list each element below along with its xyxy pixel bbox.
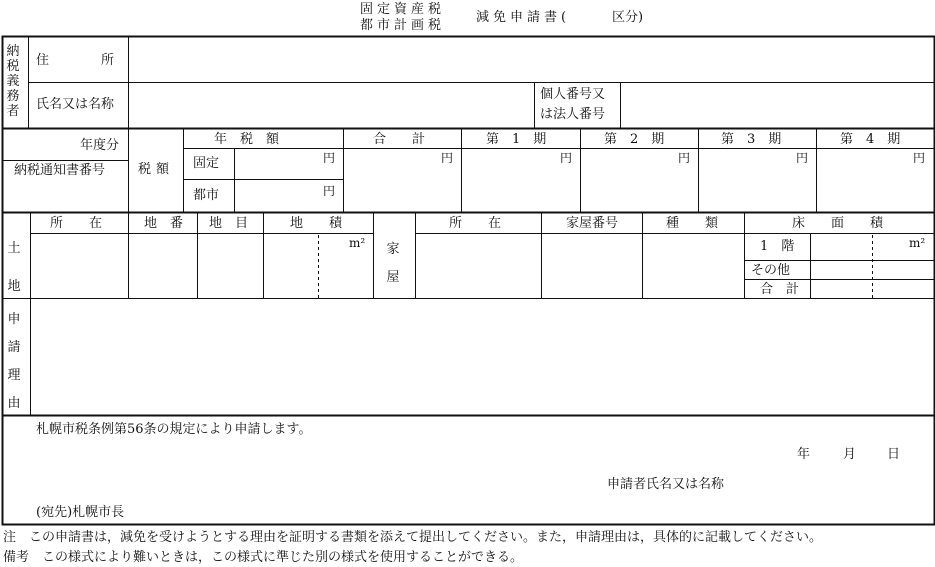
header-period-4: 第 4 期 [840, 132, 901, 147]
yen-period-2: 円 [678, 151, 691, 165]
yen-period-4: 円 [913, 151, 926, 165]
addressee: (宛先)札幌市長 [36, 505, 125, 520]
floor-row-other: その他 [751, 263, 791, 278]
header-period-3: 第 3 期 [721, 132, 782, 147]
header-period-1: 第 1 期 [486, 132, 547, 147]
form-title-suffix: 区分) [612, 10, 644, 25]
tax-name-1: 固定資産税 [360, 2, 446, 17]
form-title: 減免申請書( [476, 10, 571, 25]
land-header-area: 地 積 [290, 216, 343, 231]
date-year: 年 [797, 447, 811, 462]
id-label-line1: 個人番号又 [540, 87, 606, 102]
remark-text: 備考 この様式により難いときは，この様式に準じた別の様式を使用することができる。 [3, 550, 524, 565]
applicant-label: 申請者氏名又は名称 [607, 477, 725, 492]
tax-name-2: 都市計画税 [360, 18, 446, 33]
note-text: 注 この申請書は，減免を受けようとする理由を証明する書類を添えて提出してください。また，申請理由は，具体的に記載してください。 [3, 530, 823, 545]
building-header-floor-area: 床 面 積 [792, 216, 884, 231]
building-header-number: 家屋番号 [566, 216, 619, 231]
date-day: 日 [887, 447, 901, 462]
building-header-type: 種 類 [666, 216, 719, 231]
header-total: 合 計 [373, 132, 426, 147]
building-header-location: 所 在 [449, 216, 502, 231]
name-label: 氏名又は名称 [36, 97, 115, 112]
land-group-label: 土地 [7, 241, 21, 294]
floor-row-total: 合 計 [760, 282, 800, 297]
date-month: 月 [843, 447, 857, 462]
tax-amount-label: 税額 [138, 162, 175, 177]
land-header-lot-number: 地 番 [144, 216, 184, 231]
land-header-land-category: 地 目 [209, 216, 249, 231]
row-fixed-asset: 固定 [193, 156, 220, 171]
yen-annual-city: 円 [323, 184, 336, 198]
floor-area-unit: m² [909, 236, 926, 250]
id-label-line2: は法人番号 [540, 107, 606, 122]
header-annual-tax: 年 税 額 [214, 132, 280, 147]
header-period-2: 第 2 期 [604, 132, 665, 147]
yen-total: 円 [441, 151, 454, 165]
land-area-unit: m² [349, 236, 366, 250]
year-label: 年度分 [80, 138, 120, 153]
building-group-label: 家屋 [386, 242, 400, 285]
address-label: 住 所 [36, 53, 115, 68]
yen-annual-fixed: 円 [323, 151, 336, 165]
notice-number-label: 納税通知書番号 [14, 163, 106, 178]
declaration-statement: 札幌市税条例第56条の規定により申請します。 [36, 422, 312, 437]
reason-label: 申請理由 [7, 312, 21, 411]
yen-period-1: 円 [560, 151, 573, 165]
floor-row-first: 1 階 [760, 239, 795, 254]
taxpayer-group-label: 納税義務者 [6, 44, 20, 119]
yen-period-3: 円 [796, 151, 809, 165]
land-header-location: 所 在 [50, 216, 103, 231]
row-city-planning: 都市 [193, 188, 220, 203]
